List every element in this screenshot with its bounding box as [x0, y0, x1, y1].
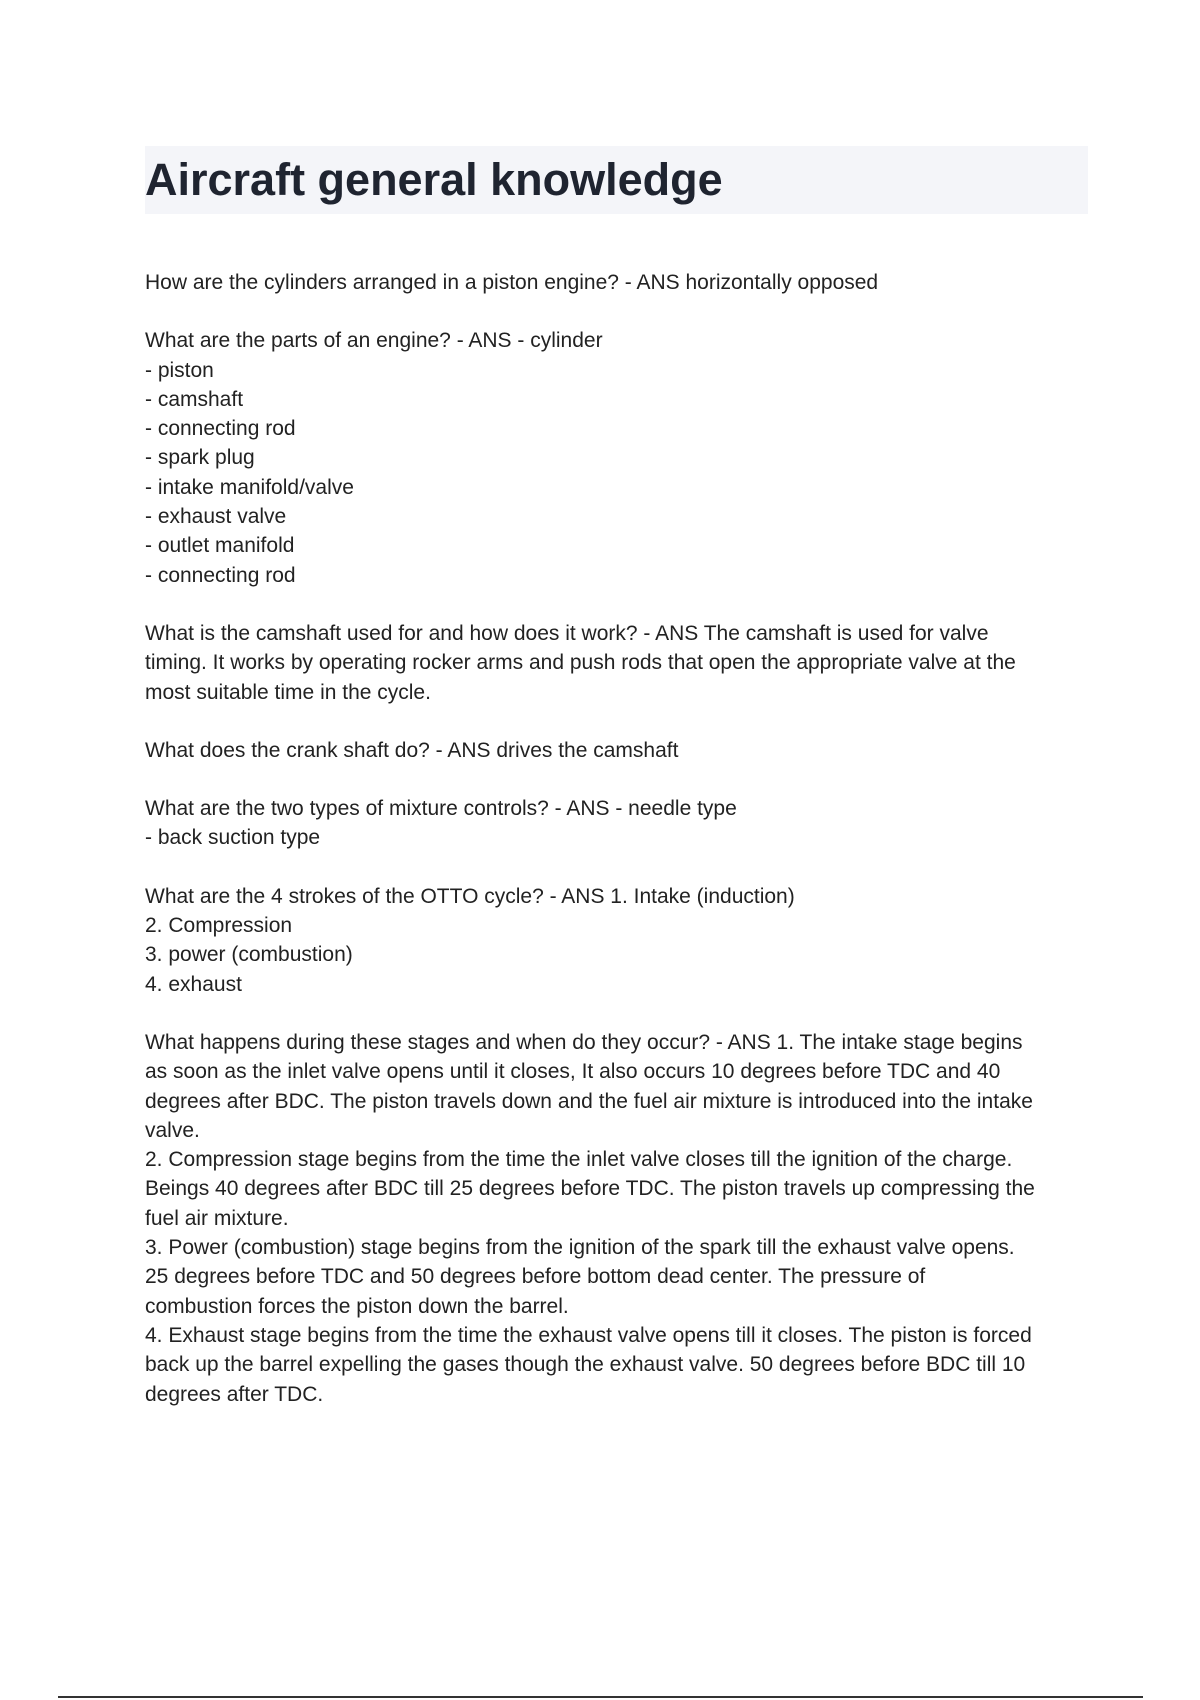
qa-line: 4. Exhaust stage begins from the time the exhaust valve opens till it closes. The piston is forced: [145, 1323, 1032, 1347]
qa-line: What does the crank shaft do? - ANS drives the camshaft: [145, 738, 679, 762]
qa-line: 25 degrees before TDC and 50 degrees before bottom dead center. The pressure of: [145, 1265, 926, 1289]
qa-line: degrees after TDC.: [145, 1382, 324, 1406]
qa-item: [145, 268, 1095, 297]
qa-line: What are the parts of an engine? - ANS - cylinder: [145, 329, 603, 353]
qa-line: timing. It works by operating rocker arms and push rods that open the appropriate valve at the: [145, 651, 1016, 675]
qa-item: [145, 736, 1095, 765]
qa-line: - outlet manifold: [145, 534, 295, 558]
qa-line: - camshaft: [145, 387, 244, 411]
qa-line: 2. Compression: [145, 914, 293, 938]
qa-line: - intake manifold/valve: [145, 475, 354, 499]
qa-item: [145, 882, 1095, 999]
qa-line: as soon as the inlet valve opens until it closes, It also occurs 10 degrees before TDC and 40: [145, 1060, 1001, 1084]
qa-line: What happens during these stages and when do they occur? - ANS 1. The intake stage begins: [145, 1030, 1023, 1054]
qa-line: - connecting rod: [145, 563, 296, 587]
qa-line: valve.: [145, 1118, 200, 1142]
qa-line: - exhaust valve: [145, 505, 287, 529]
qa-line: most suitable time in the cycle.: [145, 680, 431, 704]
qa-line: - spark plug: [145, 446, 255, 470]
qa-line: 3. power (combustion): [145, 943, 353, 967]
qa-line: 2. Compression stage begins from the time the inlet valve closes till the ignition of the charge.: [145, 1148, 1013, 1172]
qa-line: How are the cylinders arranged in a piston engine? - ANS horizontally opposed: [145, 271, 879, 294]
qa-line: Beings 40 degrees after BDC till 25 degrees before TDC. The piston travels up compressing the: [145, 1177, 1035, 1201]
qa-line: fuel air mixture.: [145, 1206, 289, 1230]
qa-content: [145, 268, 1095, 1438]
qa-line: - back suction type: [145, 826, 321, 850]
qa-line: What is the camshaft used for and how does it work? - ANS The camshaft is used for valve: [145, 621, 989, 645]
qa-line: What are the 4 strokes of the OTTO cycle? - ANS 1. Intake (induction): [145, 884, 795, 908]
qa-line: combustion forces the piston down the barrel.: [145, 1294, 569, 1318]
qa-line: back up the barrel expelling the gases though the exhaust valve. 50 degrees before BDC till 10: [145, 1353, 1026, 1377]
qa-line: - piston: [145, 358, 214, 382]
qa-item: [145, 794, 1095, 853]
qa-item: [145, 619, 1095, 707]
qa-line: 4. exhaust: [145, 972, 242, 996]
qa-line: degrees after BDC. The piston travels down and the fuel air mixture is introduced into the intake: [145, 1089, 1033, 1113]
qa-line: 3. Power (combustion) stage begins from the ignition of the spark till the exhaust valve opens.: [145, 1236, 1015, 1260]
qa-line: What are the two types of mixture controls? - ANS - needle type: [145, 797, 737, 821]
title-band: [145, 146, 1088, 214]
qa-line: - connecting rod: [145, 417, 296, 441]
qa-item: [145, 326, 1095, 590]
bottom-divider: [58, 1696, 1143, 1698]
page-title: Aircraft general knowledge: [145, 154, 723, 205]
qa-item: [145, 1028, 1095, 1409]
